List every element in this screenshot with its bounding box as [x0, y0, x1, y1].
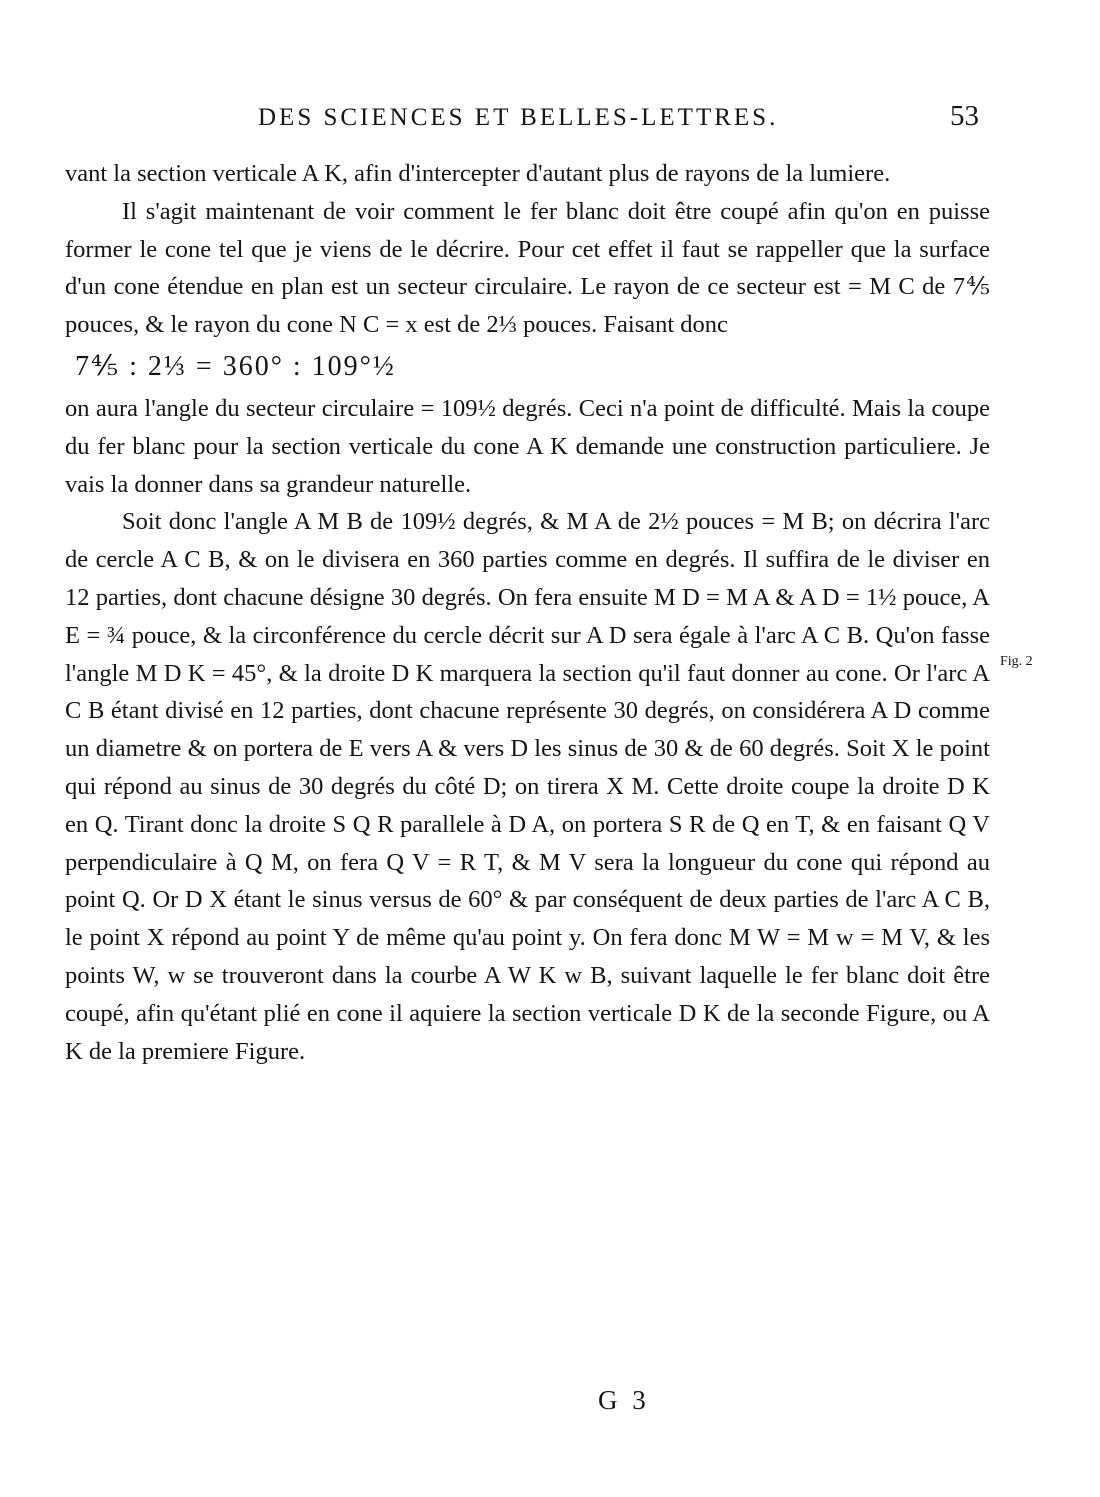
- page-number: 53: [950, 100, 979, 132]
- proportion-equation: 7⅘ : 2⅓ = 360° : 109°½: [75, 350, 396, 382]
- body-text: [65, 155, 990, 1070]
- running-head: DES SCIENCES ET BELLES-LETTRES.: [258, 104, 779, 131]
- paragraph-3: on aura l'angle du secteur circulaire = 109½ degrés. Ceci n'a point de difficulté. Mais la coupe du fer blanc pour la section verticale du cone A K demande une construction particuliere. Je vais la donner dans sa grandeur naturelle.: [65, 394, 990, 498]
- paragraph-1: vant la section verticale A K, afin d'intercepter d'autant plus de rayons de la lumiere.: [65, 160, 891, 187]
- signature-mark: G 3: [598, 1385, 650, 1415]
- figure-margin-note: Fig. 2: [1000, 654, 1033, 669]
- paragraph-2: Il s'agit maintenant de voir comment le fer blanc doit être coupé afin qu'on en puisse former le cone tel que je viens de le décrire. Pour cet effet il faut se rappeller que la surface d'un cone étendue en plan est un secteur circulaire. Le rayon de ce secteur est = M C de 7⅘ pouces, & le rayon du cone N C = x est de 2⅓ pouces. Faisant donc: [65, 197, 990, 339]
- paragraph-4: Soit donc l'angle A M B de 109½ degrés, & M A de 2½ pouces = M B; on décrira l'arc de cercle A C B, & on le divisera en 360 parties comme en degrés. Il suffira de le diviser en 12 parties, dont chacune désigne 30 degrés. On fera ensuite M D = M A & A D = 1½ pouce, A E = ¾ pouce, & la circonférence du cercle décrit sur A D sera égale à l'arc A C B. Qu'on fasse l'angle M D K = 45°, & la droite D K marquera la section qu'il faut donner au cone. Or l'arc A C B étant divisé en 12 parties, dont chacune représente 30 degrés, on considérera A D comme un diametre & on portera de E vers A & vers D les sinus de 30 & de 60 degrés. Soit X le point qui répond au sinus de 30 degrés du côté D; on tirera X M. Cette droite coupe la droite D K en Q. Tirant donc la droite S Q R parallele à D A, on portera S R de Q en T, & en faisant Q V perpendiculaire à Q M, on fera Q V = R T, & M V sera la longueur du cone qui répond au point Q. Or D X étant le sinus versus de 60° & par conséquent de deux parties de l'arc A C B, le point X répond au point Y de même qu'au point y. On fera donc M W = M w = M V, & les points W, w se trouveront dans la courbe A W K w B, suivant laquelle le fer blanc doit être coupé, afin qu'étant plié en cone il aquiere la section verticale D K de la seconde Figure, ou A K de la premiere Figure.: [65, 508, 990, 1065]
